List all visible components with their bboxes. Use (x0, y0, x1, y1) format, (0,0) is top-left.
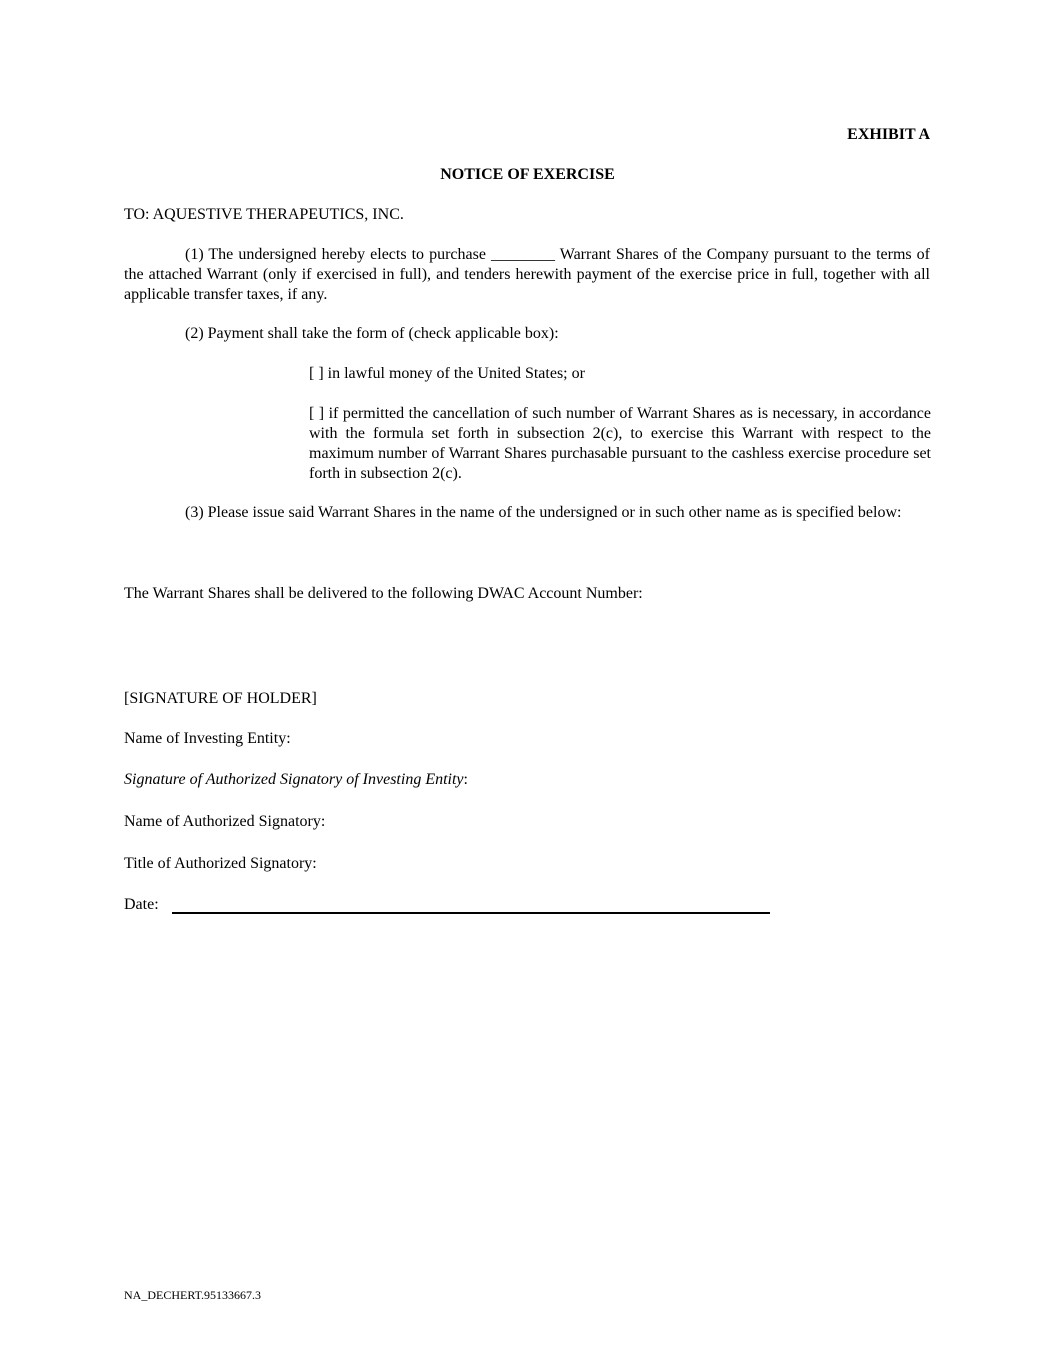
exhibit-label: EXHIBIT A (847, 126, 930, 143)
signatory-title-label: Title of Authorized Signatory: (124, 855, 317, 872)
signature-of-holder: [SIGNATURE OF HOLDER] (124, 690, 317, 707)
document-title: NOTICE OF EXERCISE (440, 166, 615, 183)
authorized-signature-row (124, 770, 930, 790)
dwac-account-line: The Warrant Shares shall be delivered to the following DWAC Account Number: (124, 585, 643, 602)
addressee: TO: AQUESTIVE THERAPEUTICS, INC. (124, 206, 404, 223)
paragraph-2: (2) Payment shall take the form of (check applicable box): (185, 325, 559, 342)
investing-entity-name-label: Name of Investing Entity: (124, 730, 291, 747)
payment-option-cash: [ ] in lawful money of the United States; or (309, 365, 585, 382)
paragraph-1: (1) The undersigned hereby elects to purchase ________ Warrant Shares of the Company pursuant to the terms of the attached Warrant (only if exercised in full), and tenders herewith payment of the exercise price in full, together with all applicable transfer taxes, if any. (124, 246, 930, 303)
signatory-name-label: Name of Authorized Signatory: (124, 813, 326, 830)
date-signature-line[interactable] (172, 912, 770, 914)
authorized-signature-label: Signature of Authorized Signatory of Investing Entity (124, 771, 464, 788)
footer-document-id: NA_DECHERT.95133667.3 (124, 1288, 262, 1302)
payment-option-cashless: [ ] if permitted the cancellation of such number of Warrant Shares as is necessary, in accordance with the formula set forth in subsection 2(c), to exercise this Warrant with respect to the maximum number of Warrant Shares purchasable pursuant to the cashless exercise procedure set forth in subsection 2(c). (309, 405, 931, 482)
paragraph-3: (3) Please issue said Warrant Shares in the name of the undersigned or in such other name as is specified below: (185, 504, 902, 521)
date-label: Date: (124, 896, 159, 913)
authorized-signature-colon: : (463, 771, 468, 788)
